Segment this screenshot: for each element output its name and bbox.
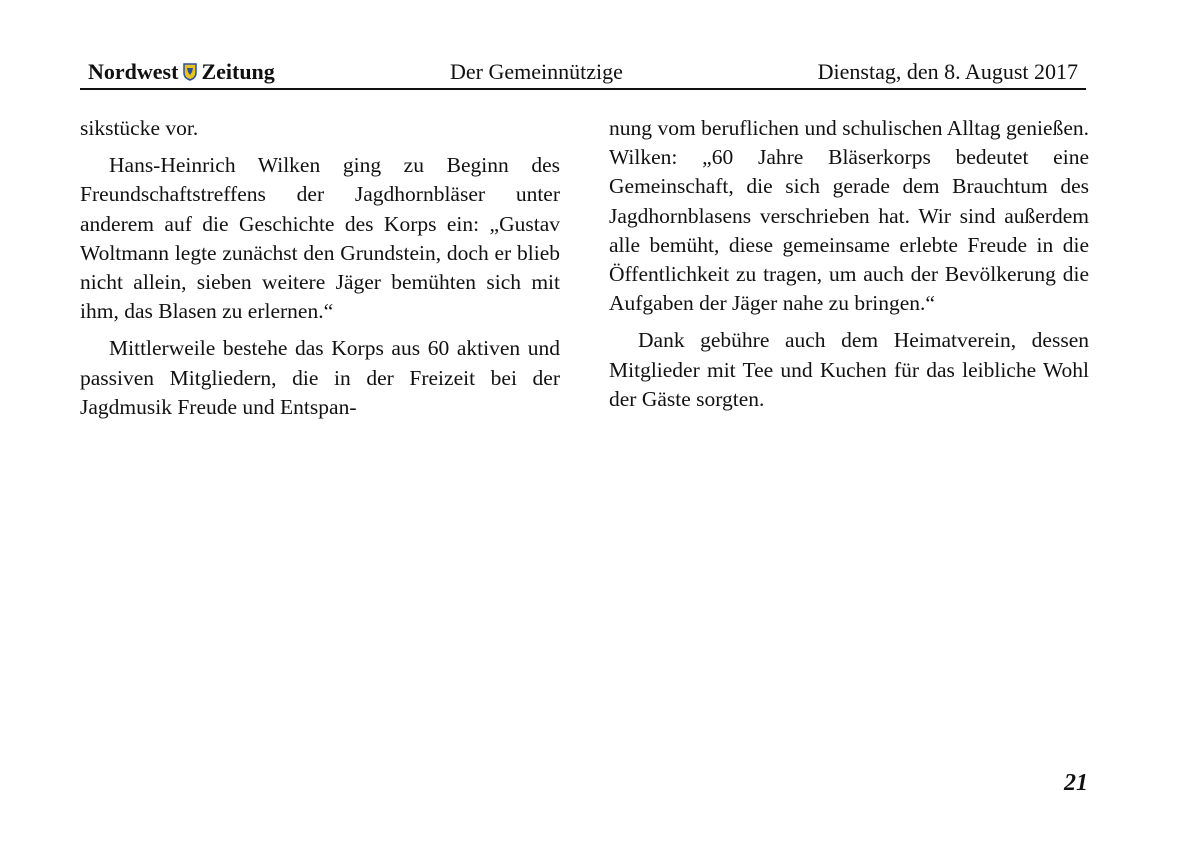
coat-of-arms-icon [183, 63, 197, 81]
paragraph: sikstücke vor. [80, 116, 199, 140]
issue-date: Dienstag, den 8. August 2017 [817, 59, 1078, 84]
paragraph: Mittlerweile bestehe das Korps aus 60 aktiven und passiven Mitgliedern, die in der Freizeit bei der Jagdmusik Freude und Entspan- [80, 336, 560, 419]
article-column-right [609, 114, 1089, 422]
paragraph: Dank gebühre auch dem Heimatverein, dessen Mitglieder mit Tee und Kuchen für das leibliche Wohl der Gäste sorgten. [609, 328, 1089, 411]
logo-text-right: Zeitung [201, 59, 275, 84]
paragraph: Hans-Heinrich Wilken ging zu Beginn des Freundschaftstreffens der Jagdhornbläser unter anderem auf die Geschichte des Korps ein: „Gustav Woltmann legte zunächst den Grundstein, doch er blieb nicht allein, sieben weitere Jäger bemühten sich mit ihm, das Blasen zu erlernen.“ [80, 153, 560, 324]
logo-text-left: Nordwest [88, 59, 179, 84]
paragraph: nung vom beruflichen und schulischen Alltag genießen. Wilken: „60 Jahre Bläserkorps bedeutet eine Gemeinschaft, die sich gerade dem Brauchtum des Jagdhornblasens verschrieben hat. Wir sind außerdem alle bemüht, diese gemeinsame erlebte Freude in die Öffentlichkeit zu tragen, um auch der Bevölkerung die Aufgaben der Jäger nahe zu bringen.“ [609, 116, 1089, 316]
newspaper-logo [88, 59, 275, 85]
page-header [80, 58, 1086, 90]
page-number: 21 [1064, 770, 1088, 796]
article-column-left [80, 114, 560, 430]
publication-name: Der Gemeinnützige [450, 59, 623, 84]
